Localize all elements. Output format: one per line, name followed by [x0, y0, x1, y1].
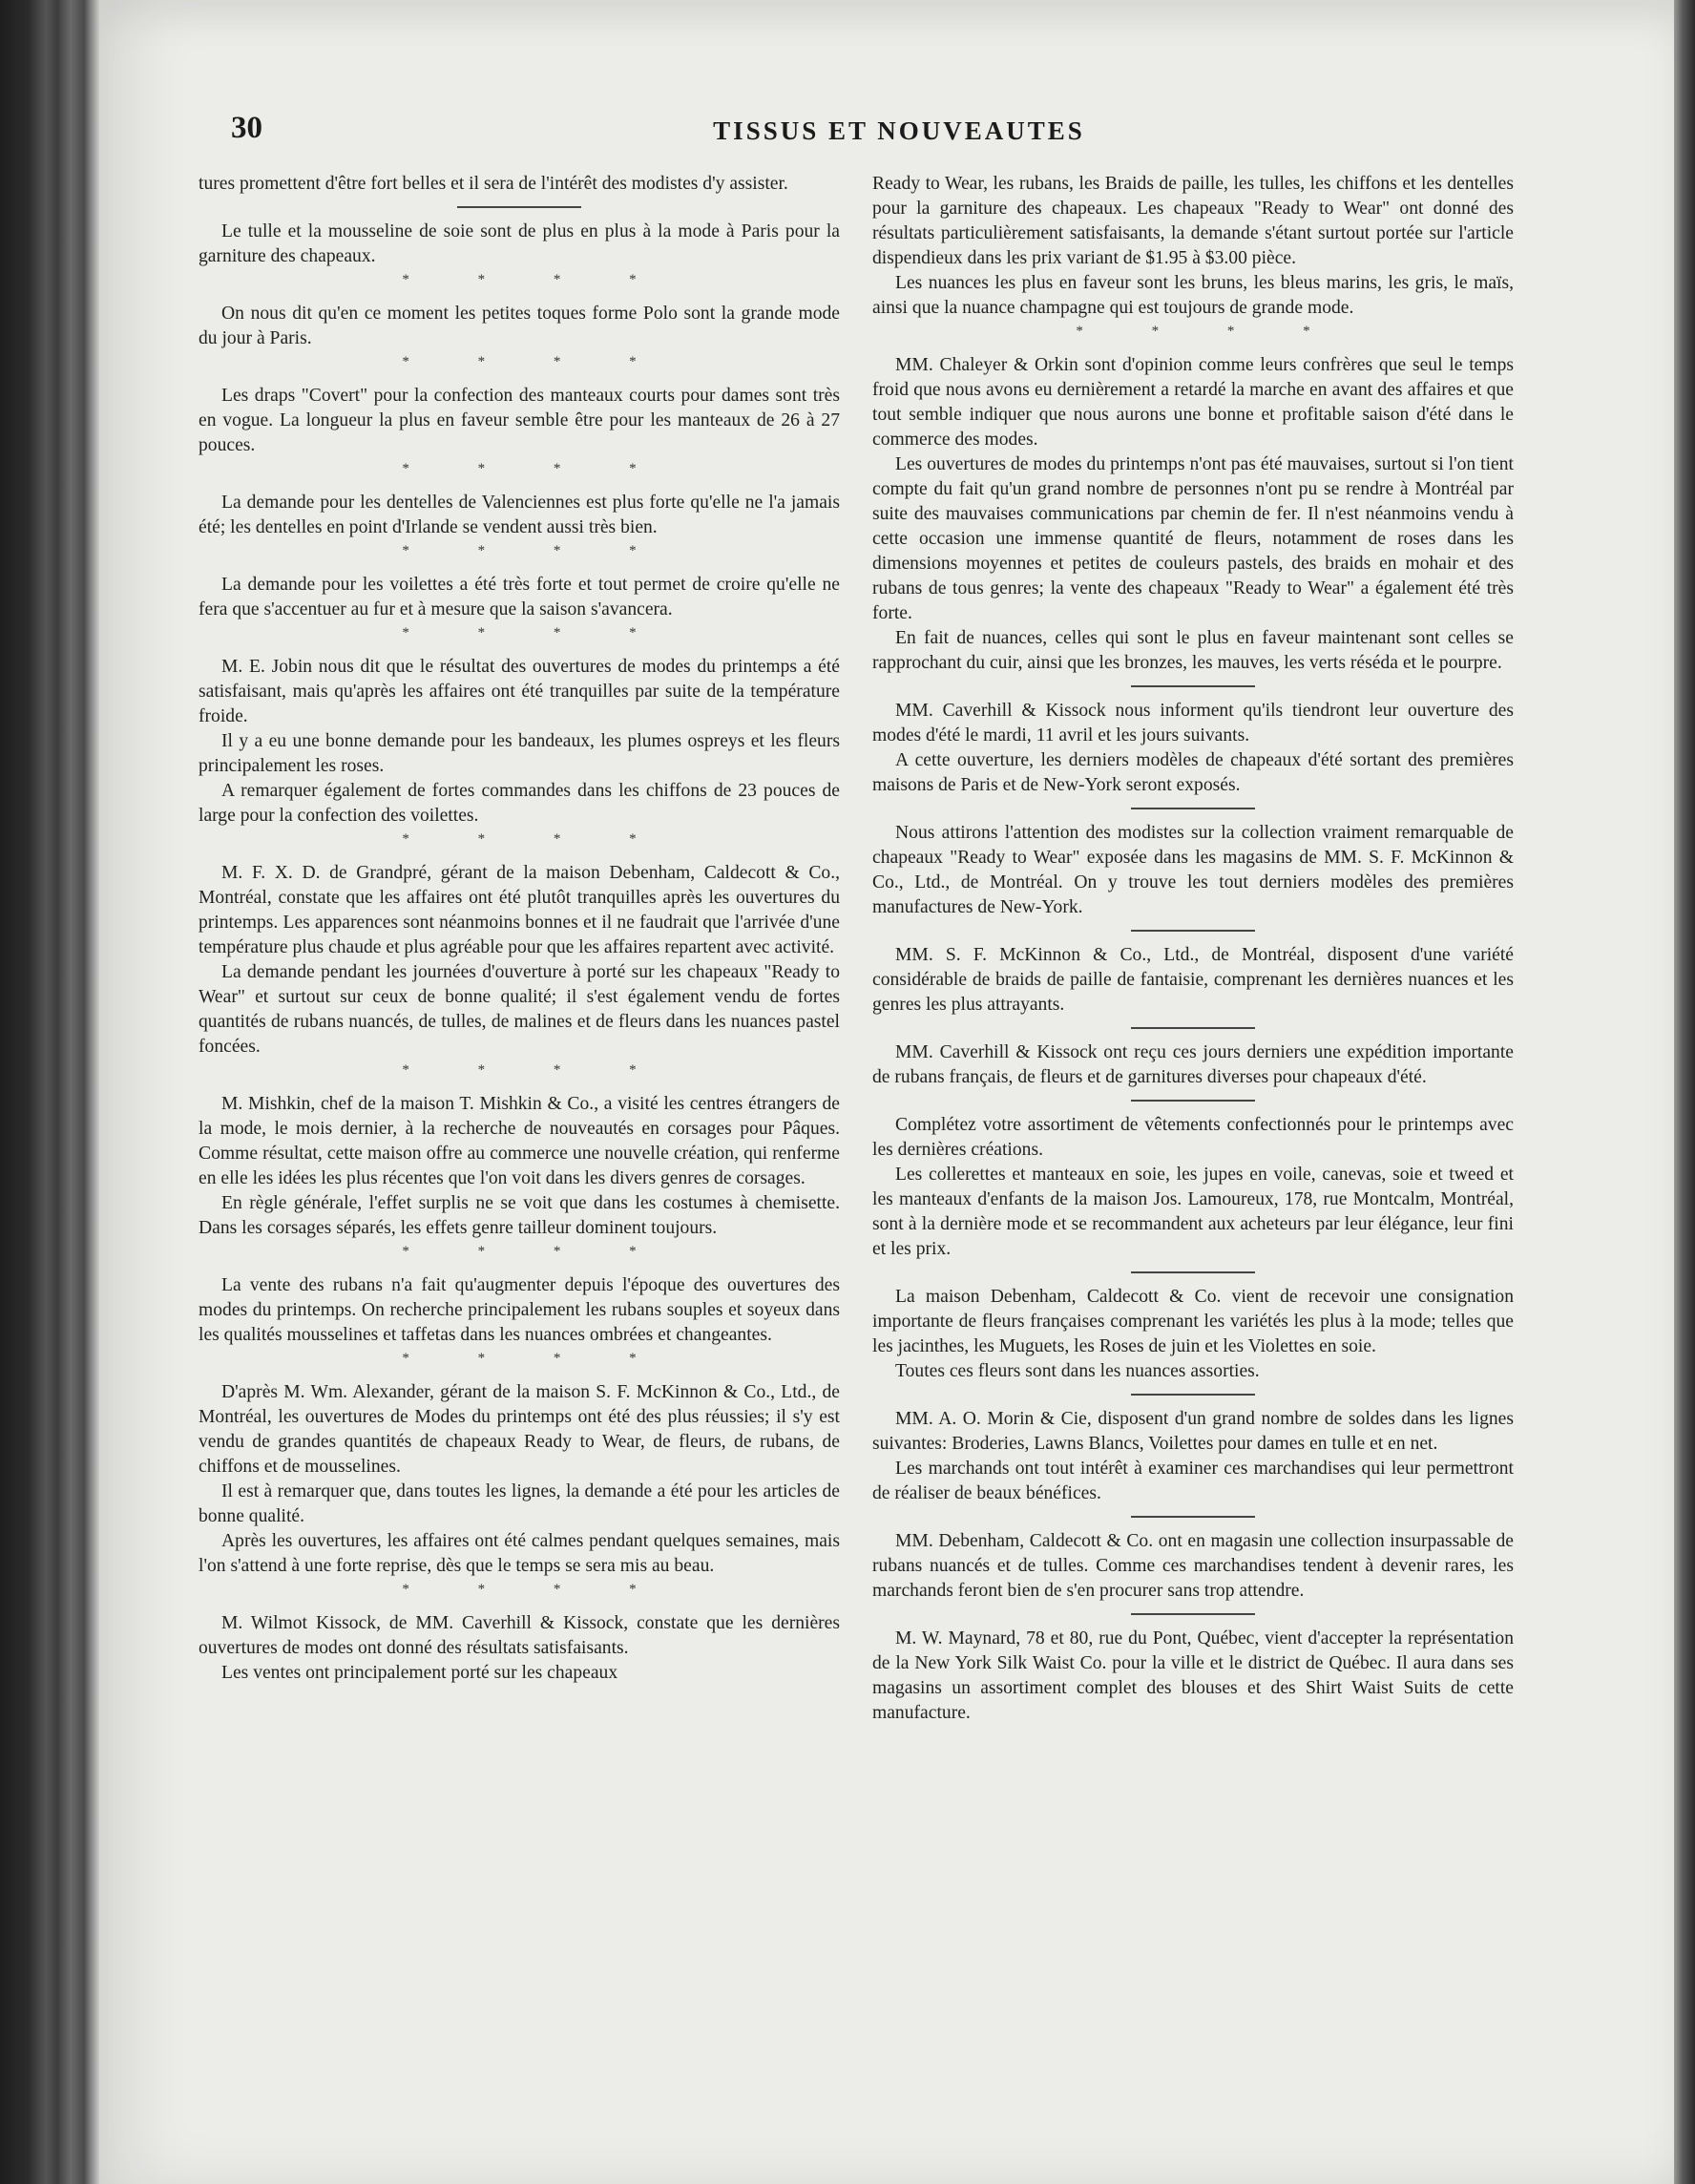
- section-rule: [1131, 1394, 1255, 1396]
- paragraph: M. Wilmot Kissock, de MM. Caverhill & Kissock, constate que les dernières ouvertures de modes ont donné des résultats satisfaisants.: [199, 1613, 840, 1658]
- paragraph: Les draps "Covert" pour la confection des manteaux courts pour dames sont très en vogue. La longueur la plus en faveur semble être pour les manteaux de 26 à 27 pouces.: [199, 386, 840, 455]
- star-separator: * * * *: [402, 625, 669, 640]
- paragraph: MM. Chaleyer & Orkin sont d'opinion comme leurs confrères que seul le temps froid que nous avons eu dernièrement a retardé la marche en avant des affaires et que tout semble indiquer que nous aurons une bonne et profitable saison d'été dans le commerce des modes.: [872, 355, 1514, 450]
- paragraph: MM. S. F. McKinnon & Co., Ltd., de Montréal, disposent d'une variété considérable de braids de paille de fantaisie, comprenant les dernières nuances et les genres les plus attrayants.: [872, 945, 1514, 1015]
- section-rule: [1131, 1027, 1255, 1029]
- section-rule: [1131, 808, 1255, 809]
- section-rule: [1131, 930, 1255, 932]
- paragraph: A remarquer également de fortes commandes dans les chiffons de 23 pouces de large pour la confection des voilettes.: [199, 781, 840, 826]
- paragraph: tures promettent d'être fort belles et il sera de l'intérêt des modistes d'y assister.: [199, 174, 788, 194]
- star-separator: * * * *: [402, 1062, 669, 1078]
- paragraph: Les ventes ont principalement porté sur les chapeaux: [221, 1663, 618, 1683]
- section-rule: [1131, 1613, 1255, 1615]
- paragraph: Les collerettes et manteaux en soie, les jupes en voile, canevas, soie et tweed et les manteaux d'enfants de la maison Jos. Lamoureux, 178, rue Montcalm, Montréal, sont à la dernière mode et se recommandent aux acheteurs par leur élégance, leur fini et les prix.: [872, 1165, 1514, 1259]
- paragraph: MM. Debenham, Caldecott & Co. ont en magasin une collection insurpassable de rubans nuancés et de tulles. Comme ces marchandises tendent à devenir rares, les marchands feront bien de s'en procurer sans trop attendre.: [872, 1531, 1514, 1601]
- paragraph: Nous attirons l'attention des modistes sur la collection vraiment remarquable de chapeaux "Ready to Wear" exposée dans les magasins de MM. S. F. McKinnon & Co., Ltd., de Montréal. On y trouve les tout derniers modèles des premières manufactures de New-York.: [872, 823, 1514, 917]
- page-edge: [1674, 0, 1695, 2184]
- paragraph: D'après M. Wm. Alexander, gérant de la maison S. F. McKinnon & Co., Ltd., de Montréal, les ouvertures de Modes du printemps ont été des plus réussies; il s'y est vendu de grandes quantités de chapeaux Ready to Wear, de fleurs, de rubans, de chiffons et de mousselines.: [199, 1382, 840, 1477]
- paragraph: Le tulle et la mousseline de soie sont de plus en plus à la mode à Paris pour la garniture des chapeaux.: [199, 221, 840, 266]
- paragraph: En fait de nuances, celles qui sont le plus en faveur maintenant sont celles se rapprochant du cuir, ainsi que les bronzes, les mauves, les verts réséda et le pourpre.: [872, 628, 1514, 673]
- paragraph: Les nuances les plus en faveur sont les bruns, les bleus marins, les gris, le maïs, ainsi que la nuance champagne qui est toujours de grande mode.: [872, 273, 1514, 318]
- paragraph: La maison Debenham, Caldecott & Co. vient de recevoir une consignation importante de fleurs françaises comprenant les variétés les plus à la mode; telles que les jacinthes, les Muguets, les Roses de juin et les Violettes en soie.: [872, 1287, 1514, 1356]
- paragraph: Les marchands ont tout intérêt à examiner ces marchandises qui leur permettront de réaliser de beaux bénéfices.: [872, 1459, 1514, 1503]
- paragraph: Toutes ces fleurs sont dans les nuances assorties.: [895, 1361, 1260, 1381]
- star-separator: * * * *: [402, 1582, 669, 1597]
- paragraph: En règle générale, l'effet surplis ne se voit que dans les costumes à chemisette. Dans les corsages séparés, les effets genre tailleur dominent toujours.: [199, 1193, 840, 1238]
- paragraph: Il y a eu une bonne demande pour les bandeaux, les plumes ospreys et les fleurs principalement les roses.: [199, 731, 840, 776]
- section-rule: [1131, 1516, 1255, 1518]
- paragraph: Les ouvertures de modes du printemps n'ont pas été mauvaises, surtout si l'on tient compte du fait qu'un grand nombre de personnes n'ont pu se rendre à Montréal par suite des mauvaises communications par chemin de fer. Il n'est néanmoins vendu à cette occasion une immense quantité de fleurs, notamment de roses dans les dimensions moyennes et petites de couleurs pastels, des braids en mohair et des rubans de tous genres; la vente des chapeaux "Ready to Wear" a également été très forte.: [872, 454, 1514, 623]
- page-number: 30: [231, 111, 262, 145]
- paragraph: La demande pour les dentelles de Valenciennes est plus forte qu'elle ne l'a jamais été; les dentelles en point d'Irlande se vendent aussi très bien.: [199, 493, 840, 537]
- star-separator: * * * *: [402, 1351, 669, 1366]
- paragraph: Après les ouvertures, les affaires ont été calmes pendant quelques semaines, mais l'on s'attend à une forte reprise, dès que le temps se sera mis au beau.: [199, 1531, 840, 1576]
- left-column: [199, 172, 840, 1686]
- star-separator: * * * *: [402, 354, 669, 369]
- star-separator: * * * *: [402, 831, 669, 847]
- star-separator: * * * *: [402, 272, 669, 287]
- paragraph: A cette ouverture, les derniers modèles de chapeaux d'été sortant des premières maisons de Paris et de New-York seront exposés.: [872, 750, 1514, 795]
- paragraph: Complétez votre assortiment de vêtements confectionnés pour le printemps avec les dernières créations.: [872, 1115, 1514, 1160]
- paragraph: La vente des rubans n'a fait qu'augmenter depuis l'époque des ouvertures des modes du printemps. On recherche principalement les rubans souples et soyeux dans les qualités mousselines et taffetas dans les nuances ombrées et changeantes.: [199, 1275, 840, 1345]
- paragraph: M. Mishkin, chef de la maison T. Mishkin & Co., a visité les centres étrangers de la mode, le mois dernier, à la recherche de nouveautés en corsages pour Pâques. Comme résultat, cette maison offre au commerce une nouvelle création, qui renferme en elle les idées les plus récentes que l'on voit dans les divers genres de corsages.: [199, 1094, 840, 1188]
- star-separator: * * * *: [1076, 324, 1343, 339]
- paragraph: MM. Caverhill & Kissock nous informent qu'ils tiendront leur ouverture des modes d'été le mardi, 11 avril et les jours suivants.: [872, 701, 1514, 746]
- section-rule: [1131, 1100, 1255, 1102]
- star-separator: * * * *: [402, 461, 669, 476]
- section-rule: [1131, 1271, 1255, 1273]
- paragraph: Il est à remarquer que, dans toutes les lignes, la demande a été pour les articles de bonne qualité.: [199, 1481, 840, 1526]
- running-title: TISSUS ET NOUVEAUTES: [713, 116, 1085, 145]
- star-separator: * * * *: [402, 1244, 669, 1259]
- paragraph: On nous dit qu'en ce moment les petites toques forme Polo sont la grande mode du jour à Paris.: [199, 304, 840, 348]
- paragraph: MM. Caverhill & Kissock ont reçu ces jours derniers une expédition importante de rubans français, de fleurs et de garnitures diverses pour chapeaux d'été.: [872, 1042, 1514, 1087]
- right-column: [872, 172, 1514, 1726]
- paragraph: Ready to Wear, les rubans, les Braids de paille, les tulles, les chiffons et les dentelles pour la garniture des chapeaux. Les chapeaux "Ready to Wear" ont donné des résultats particulièrement satisfaisants, la demande s'étant surtout portée sur l'article dispendieux dans les prix variant de $1.95 à $3.00 pièce.: [872, 174, 1514, 268]
- paragraph: MM. A. O. Morin & Cie, disposent d'un grand nombre de soldes dans les lignes suivantes: Broderies, Lawns Blancs, Voilettes pour dames en tulle et en net.: [872, 1409, 1514, 1454]
- page-header: [231, 111, 1529, 158]
- section-rule: [457, 206, 581, 208]
- paragraph: M. E. Jobin nous dit que le résultat des ouvertures de modes du printemps a été satisfaisant, mais qu'après les affaires ont été tranquilles par suite de la température froide.: [199, 657, 840, 726]
- paragraph: M. W. Maynard, 78 et 80, rue du Pont, Québec, vient d'accepter la représentation de la New York Silk Waist Co. pour la ville et le district de Québec. Il aura dans ses magasins un assortiment complet des blouses et des Shirt Waist Suits de cette manufacture.: [872, 1628, 1514, 1723]
- paragraph: La demande pour les voilettes a été très forte et tout permet de croire qu'elle ne fera que s'accentuer au fur et à mesure que la saison s'avancera.: [199, 575, 840, 620]
- paragraph: La demande pendant les journées d'ouverture à porté sur les chapeaux "Ready to Wear" et surtout sur ceux de bonne qualité; il s'est également vendu de fortes quantités de rubans nuancés, de tulles, de malines et de fleurs dans les nuances pastel foncées.: [199, 962, 840, 1057]
- paragraph: M. F. X. D. de Grandpré, gérant de la maison Debenham, Caldecott & Co., Montréal, constate que les affaires ont été plutôt tranquilles après les ouvertures du printemps. Les apparences sont néanmoins bonnes et il ne faudrait que l'arrivée d'une température plus chaude et plus agréable pour que les affaires repartent avec activité.: [199, 863, 840, 957]
- star-separator: * * * *: [402, 543, 669, 558]
- section-rule: [1131, 685, 1255, 687]
